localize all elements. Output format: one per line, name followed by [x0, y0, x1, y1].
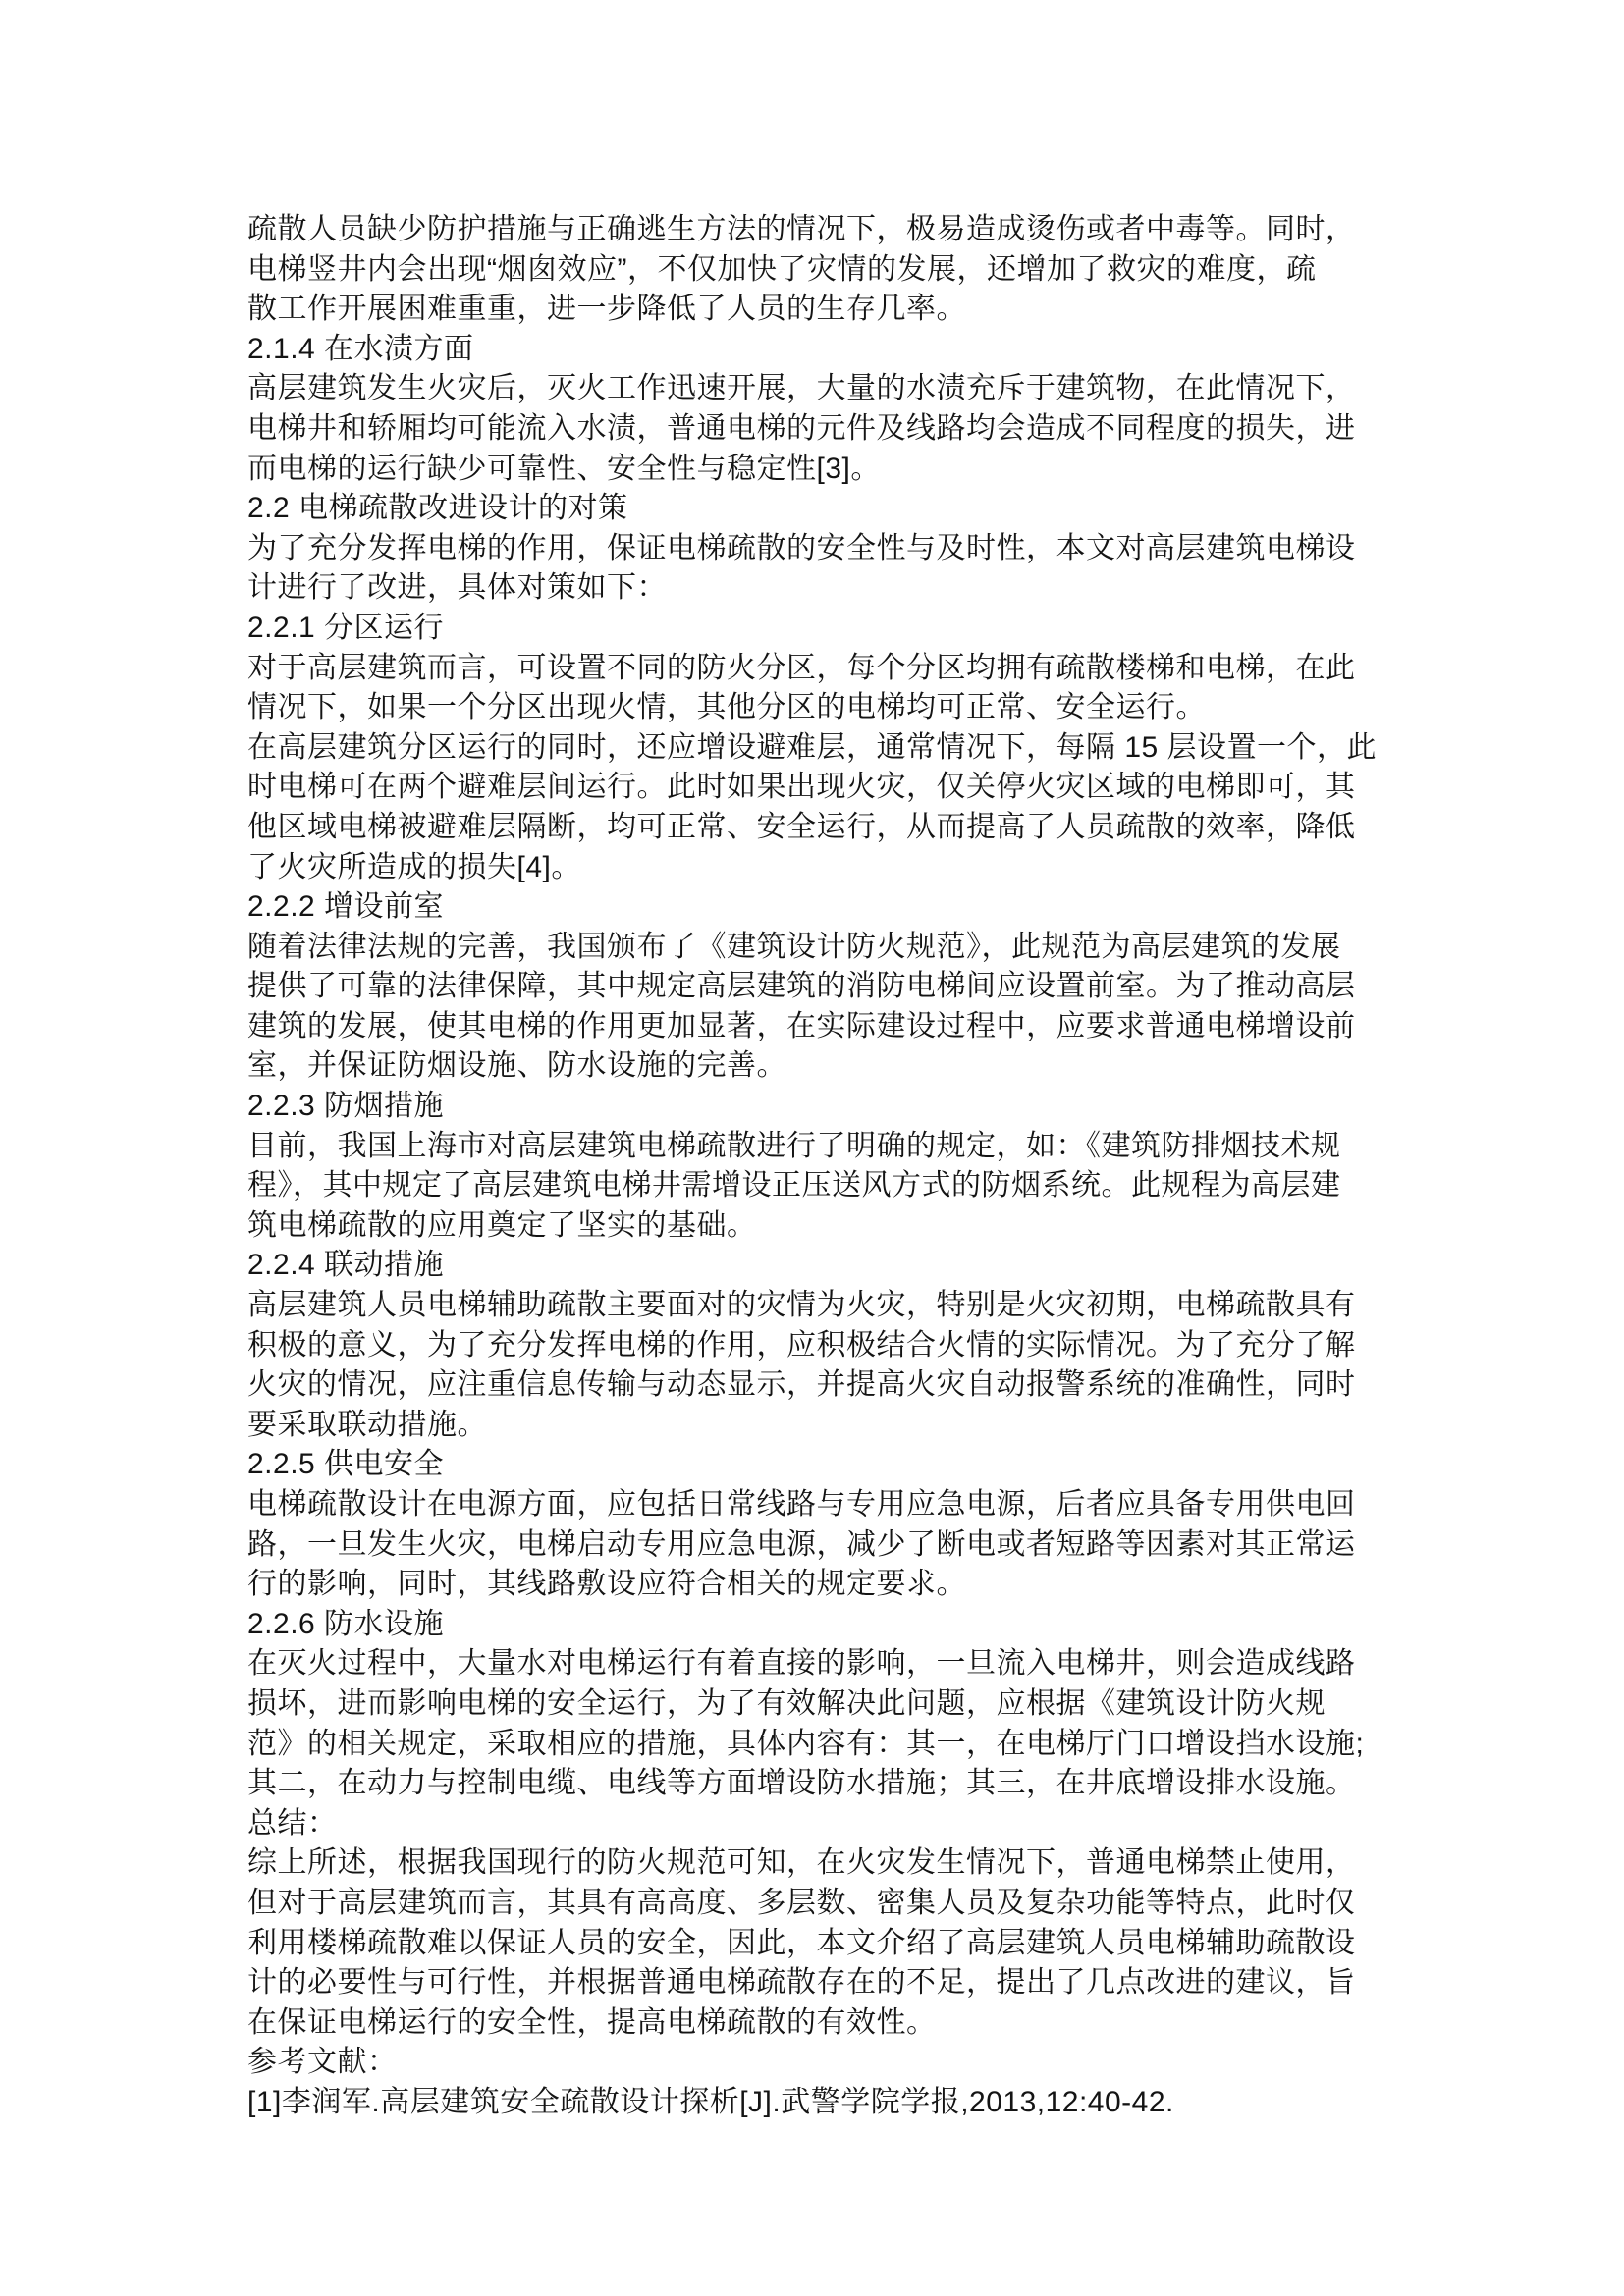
text-line: 但对于高层建筑而言，其具有高高度、多层数、密集人员及复杂功能等特点，此时仅 — [247, 1886, 1356, 1919]
text-line: 参考文献： — [247, 2046, 398, 2079]
text-line: 对于高层建筑而言，可设置不同的防火分区，每个分区均拥有疏散楼梯和电梯，在此 — [247, 651, 1356, 684]
text-line: 2.2.1 分区运行 — [247, 611, 445, 644]
text-line: 电梯疏散设计在电源方面，应包括日常线路与专用应急电源，后者应具备专用供电回 — [247, 1488, 1356, 1521]
text-line: 目前，我国上海市对高层建筑电梯疏散进行了明确的规定，如：《建筑防排烟技术规 — [247, 1129, 1341, 1162]
document-content — [247, 210, 1401, 2123]
text-line: 2.2.3 防烟措施 — [247, 1090, 445, 1123]
text-line: 2.2.2 增设前室 — [247, 890, 445, 924]
text-line: 疏散人员缺少防护措施与正确逃生方法的情况下，极易造成烫伤或者中毒等。同时， — [247, 213, 1356, 245]
text-line: 其二，在动力与控制电缆、电线等方面增设防水措施；其三，在井底增设排水设施。 — [247, 1767, 1356, 1800]
text-line: 2.2.6 防水设施 — [247, 1607, 445, 1640]
text-line: 室，并保证防烟设施、防水设施的完善。 — [247, 1049, 786, 1083]
text-line: 提供了可靠的法律保障，其中规定高层建筑的消防电梯间应设置前室。为了推动高层 — [247, 970, 1356, 1003]
text-line: 总结： — [247, 1806, 338, 1840]
text-line: 了火灾所造成的损失[4]。 — [247, 850, 581, 883]
text-line: 在灭火过程中，大量水对电梯运行有着直接的影响，一旦流入电梯井，则会造成线路 — [247, 1647, 1356, 1681]
text-line: 散工作开展困难重重，进一步降低了人员的生存几率。 — [247, 293, 966, 326]
text-line: 综上所述，根据我国现行的防火规范可知，在火灾发生情况下，普通电梯禁止使用， — [247, 1846, 1356, 1880]
text-line: 计的必要性与可行性，并根据普通电梯疏散存在的不足，提出了几点改进的建议，旨 — [247, 1966, 1356, 2000]
text-line: 计进行了改进，具体对策如下： — [247, 571, 667, 605]
text-line: 要采取联动措施。 — [247, 1408, 487, 1441]
text-line: 他区域电梯被避难层隔断，均可正常、安全运行，从而提高了人员疏散的效率，降低 — [247, 810, 1356, 843]
text-line: 积极的意义，为了充分发挥电梯的作用，应积极结合火情的实际情况。为了充分了解 — [247, 1328, 1356, 1362]
text-line: 时电梯可在两个避难层间运行。此时如果出现火灾，仅关停火灾区域的电梯即可，其 — [247, 771, 1356, 804]
text-line: 电梯井和轿厢均可能流入水渍，普通电梯的元件及线路均会造成不同程度的损失，进 — [247, 411, 1356, 445]
text-line: 范》的相关规定，采取相应的措施，具体内容有：其一，在电梯厅门口增设挡水设施; — [247, 1727, 1365, 1760]
text-line: 在保证电梯运行的安全性，提高电梯疏散的有效性。 — [247, 2005, 937, 2039]
text-line: 在高层建筑分区运行的同时，还应增设避难层，通常情况下，每隔 15 层设置一个，此 — [247, 730, 1378, 764]
text-line: 2.1.4 在水渍方面 — [247, 332, 474, 365]
text-line: 筑电梯疏散的应用奠定了坚实的基础。 — [247, 1208, 757, 1242]
text-line: 建筑的发展，使其电梯的作用更加显著，在实际建设过程中，应要求普通电梯增设前 — [247, 1009, 1356, 1042]
text-line: 情况下，如果一个分区出现火情，其他分区的电梯均可正常、安全运行。 — [247, 691, 1206, 724]
text-line: 2.2 电梯疏散改进设计的对策 — [247, 492, 628, 525]
text-line: 为了充分发挥电梯的作用，保证电梯疏散的安全性与及时性，本文对高层建筑电梯设 — [247, 531, 1356, 564]
text-line: 随着法律法规的完善，我国颁布了《建筑设计防火规范》，此规范为高层建筑的发展 — [247, 930, 1341, 963]
text-line: [1]李润军.高层建筑安全疏散设计探析[J].武警学院学报,2013,12:40-42. — [247, 2085, 1174, 2118]
text-line: 行的影响，同时，其线路敷设应符合相关的规定要求。 — [247, 1568, 966, 1601]
text-line: 2.2.5 供电安全 — [247, 1448, 445, 1481]
text-line: 利用楼梯疏散难以保证人员的安全，因此，本文介绍了高层建筑人员电梯辅助疏散设 — [247, 1926, 1356, 1959]
text-line: 而电梯的运行缺少可靠性、安全性与稳定性[3]。 — [247, 452, 881, 485]
text-line: 程》，其中规定了高层建筑电梯井需增设正压送风方式的防烟系统。此规程为高层建 — [247, 1169, 1341, 1202]
text-line: 损坏，进而影响电梯的安全运行，为了有效解决此问题，应根据《建筑设计防火规 — [247, 1686, 1326, 1720]
text-line: 路，一旦发生火灾，电梯启动专用应急电源，减少了断电或者短路等因素对其正常运 — [247, 1527, 1356, 1561]
text-line: 火灾的情况，应注重信息传输与动态显示，并提高火灾自动报警系统的准确性，同时 — [247, 1368, 1356, 1402]
text-line: 电梯竖井内会出现“烟囱效应”，不仅加快了灾情的发展，还增加了救灾的难度，疏 — [247, 252, 1317, 286]
text-line: 高层建筑人员电梯辅助疏散主要面对的灾情为火灾，特别是火灾初期，电梯疏散具有 — [247, 1289, 1356, 1322]
text-line: 2.2.4 联动措施 — [247, 1249, 445, 1282]
text-line: 高层建筑发生火灾后，灭火工作迅速开展，大量的水渍充斥于建筑物，在此情况下， — [247, 372, 1356, 405]
